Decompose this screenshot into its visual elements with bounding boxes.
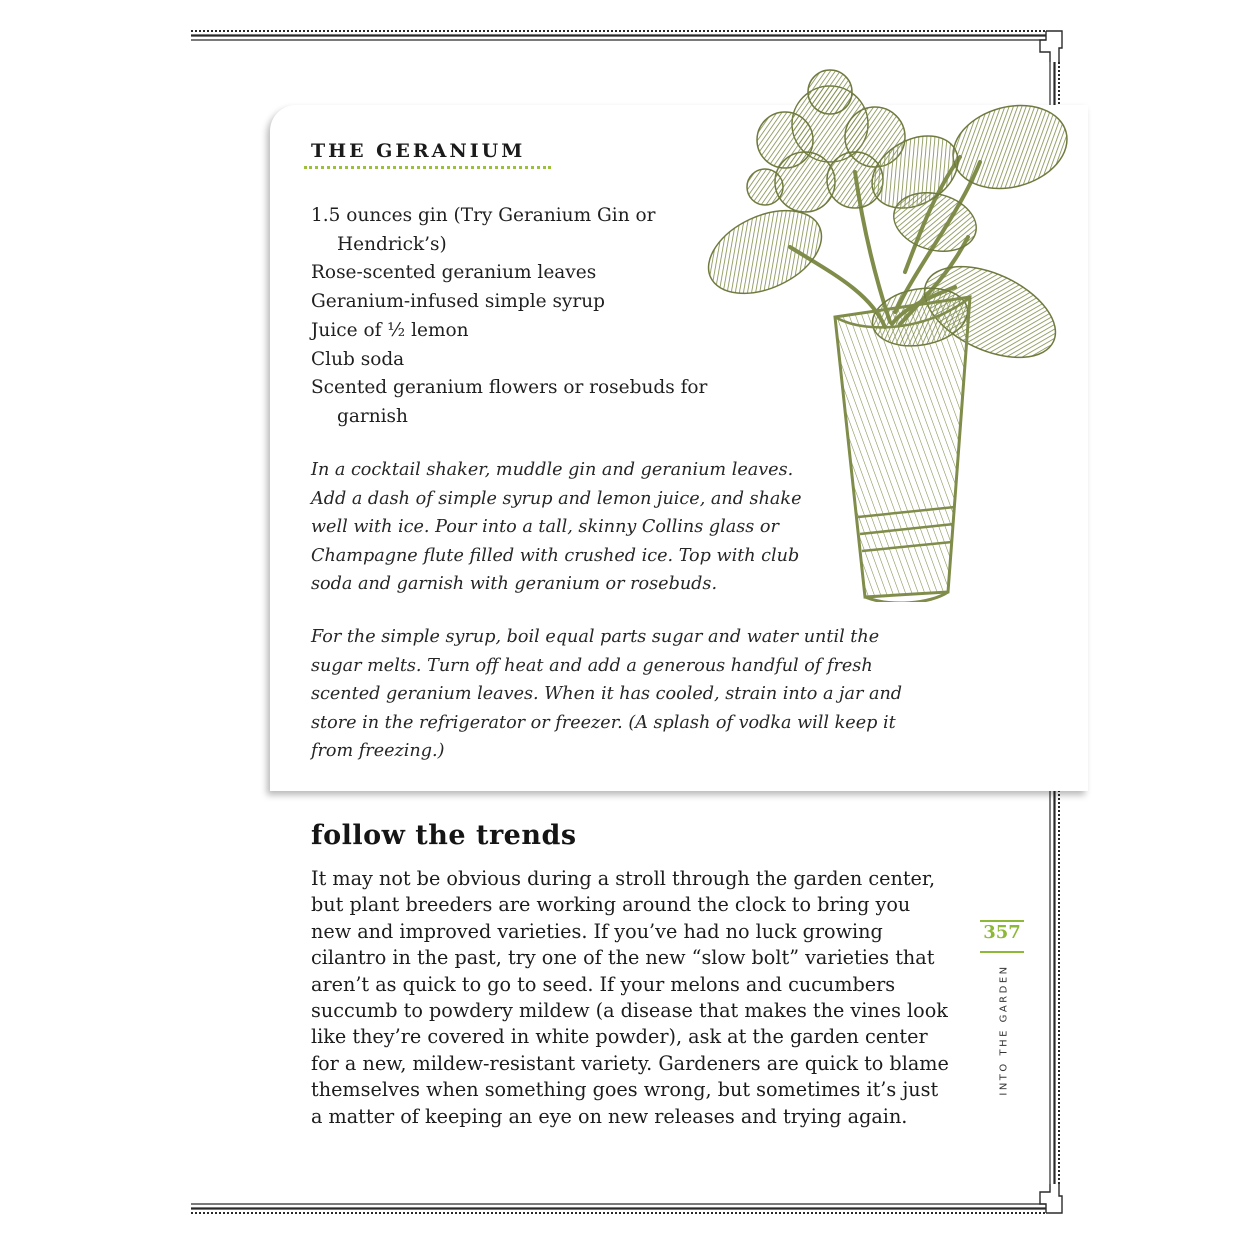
- ingredient-item: Juice of ½ lemon: [311, 319, 469, 341]
- section-body: It may not be obvious during a stroll through the garden center, but plant breeders are working around the clock to bring you new and improved varieties. If you’ve had no luck growing cilantro in the past, try one of the new “slow bolt” varieties that aren’t as quick to go to seed. If your melons and cucumbers succumb to powdery mildew (a disease that makes the vines look like they’re covered in white powder), ask at the garden center for a new, mildew-resistant variety. Gardeners are quick to blame themselves when something goes wrong, but sometimes it’s just a matter of keeping an eye on new releases and trying again.: [311, 867, 949, 1128]
- running-head-label: INTO THE GARDEN: [998, 964, 1010, 1096]
- recipe-method: In a cocktail shaker, muddle gin and geranium leaves. Add a dash of simple syrup and lemon juice, and shake well with ice. Pour into a tall, skinny Collins glass or Champagne flute filled with crushed ice. Top with club soda and garnish with geranium or rosebuds.: [311, 460, 802, 595]
- ingredient-list: [311, 202, 711, 432]
- page-number: 357: [983, 922, 1021, 943]
- ingredient-item: 1.5 ounces gin (Try Geranium Gin or Hendrick’s): [311, 205, 656, 255]
- ingredient-item: Club soda: [311, 348, 405, 370]
- recipe-title: THE GERANIUM: [311, 140, 526, 162]
- title-underline: [304, 166, 551, 169]
- ingredient-item: Rose-scented geranium leaves: [311, 262, 597, 284]
- syrup-note: For the simple syrup, boil equal parts sugar and water until the sugar melts. Turn off heat and add a generous handful of fresh scented geranium leaves. When it has cooled, strain into a jar and store in the refrigerator or freezer. (A splash of vodka will keep it from freezing.): [311, 627, 903, 762]
- ingredient-item: Geranium-infused simple syrup: [311, 291, 605, 313]
- section-heading: follow the trends: [311, 820, 577, 851]
- ingredient-item: Scented geranium flowers or rosebuds for garnish: [311, 377, 708, 427]
- page-number-rule-bottom: [980, 951, 1024, 953]
